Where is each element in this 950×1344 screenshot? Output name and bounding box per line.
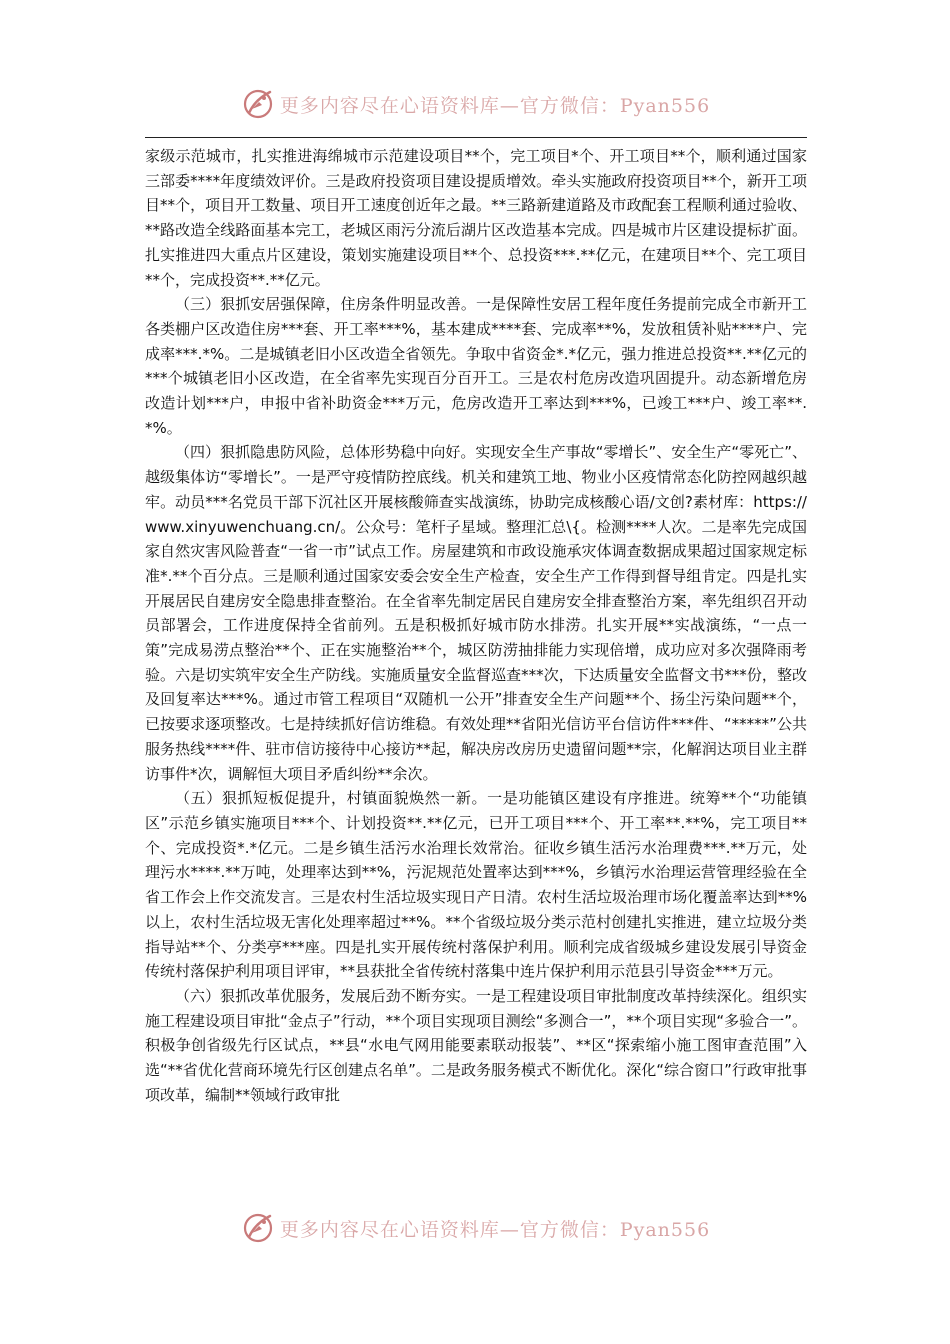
document-body <box>145 144 807 1107</box>
watermark-footer <box>0 1208 950 1248</box>
paragraph-4: （六）狠抓改革优服务，发展后劲不断夯实。一是工程建设项目审批制度改革持续深化。组织实施工程建设项目审批“金点子”行动，**个项目实现项目测绘“多测合一”，**个项目实现“多验合一”。积极争创省级先行区试点，**县“水电气网用能要素联动报装”、**区“探索缩小施工图审查范围”入选“**省优化营商环境先行区创建点名单”。二是政务服务模式不断优化。深化“综合窗口”行政审批事项改革，编制**领域行政审批 <box>145 986 807 1104</box>
header-divider <box>145 137 807 138</box>
watermark-text: 更多内容尽在心语资料库—官方微信：Pyan556 <box>279 1218 711 1241</box>
paragraph-1: （三）狠抓安居强保障，住房条件明显改善。一是保障性安居工程年度任务提前完成全市新开工各类棚户区改造住房***套、开工率***%，基本建成****套、完成率**%，发放租赁补贴****户、完成率***.*%。二是城镇老旧小区改造全省领先。争取中省资金*.*亿元，强力推进总投资**.**亿元的***个城镇老旧小区改造，在全省率先实现百分百开工。三是农村危房改造巩固提升。动态新增危房改造计划***户，申报中省补助资金***万元，危房改造开工率达到***%，已竣工***户、竣工率**.*%。 <box>145 295 807 437</box>
pen-swirl-logo-icon <box>240 1210 276 1246</box>
paragraph-0: 家级示范城市，扎实推进海绵城市示范建设项目**个，完工项目*个、开工项目**个，顺利通过国家三部委****年度绩效评价。三是政府投资项目建设提质增效。牵头实施政府投资项目**个，新开工项目**个，项目开工数量、项目开工速度创近年之最。**三路新建道路及市政配套工程顺利通过验收、**路改造全线路面基本完工，老城区雨污分流后湖片区改造基本完成。四是城市片区建设提标扩面。扎实推进四大重点片区建设，策划实施建设项目**个、总投资***.**亿元，在建项目**个、完工项目**个，完成投资**.**亿元。 <box>145 147 807 289</box>
pen-swirl-logo-icon <box>240 86 276 122</box>
watermark-text: 更多内容尽在心语资料库—官方微信：Pyan556 <box>279 94 711 117</box>
paragraph-2: （四）狠抓隐患防风险，总体形势稳中向好。实现安全生产事故“零增长”、安全生产“零死亡”、越级集体访“零增长”。一是严守疫情防控底线。机关和建筑工地、物业小区疫情常态化防控网越织越牢。动员***名党员干部下沉社区开展核酸筛查实战演练，协助完成核酸心语/文创?素材库：https://www.xinyuwenchuang.cn/。公众号：笔杆子星域。整理汇总\{。检测****人次。二是率先完成国家自然灾害风险普查“一省一市”试点工作。房屋建筑和市政设施承灾体调查数据成果超过国家规定标准*.**个百分点。三是顺利通过国家安委会安全生产检查，安全生产工作得到督导组肯定。四是扎实开展居民自建房安全隐患排查整治。在全省率先制定居民自建房安全排查整治方案，率先组织召开动员部署会，工作进度保持全省前列。五是积极抓好城市防水排涝。扎实开展**实战演练，“一点一策”完成易涝点整治**个、正在实施整治**个，城区防涝抽排能力实现倍增，成功应对多次强降雨考验。六是切实筑牢安全生产防线。实施质量安全监督巡查***次，下达质量安全监督文书***份，整改及回复率达***%。通过市管工程项目“双随机一公开”排查安全生产问题**个、扬尘污染问题**个，已按要求逐项整改。七是持续抓好信访维稳。有效处理**省阳光信访平台信访件***件、“*****”公共服务热线****件、驻市信访接待中心接访**起，解决房改房历史遗留问题**宗，化解润达项目业主群访事件*次，调解恒大项目矛盾纠纷**余次。 <box>145 443 807 783</box>
paragraph-3: （五）狠抓短板促提升，村镇面貌焕然一新。一是功能镇区建设有序推进。统筹**个“功能镇区”示范乡镇实施项目***个、计划投资**.**亿元，已开工项目***个、开工率**.**%，完工项目**个、完成投资*.*亿元。二是乡镇生活污水治理长效常治。征收乡镇生活污水治理费***.**万元，处理污水****.**万吨，处理率达到**%，污泥规范处置率达到***%，乡镇污水治理运营管理经验在全省工作会上作交流发言。三是农村生活垃圾实现日产日清。农村生活垃圾治理市场化覆盖率达到**%以上，农村生活垃圾无害化处理率超过**%。**个省级垃圾分类示范村创建扎实推进，建立垃圾分类指导站**个、分类亭***座。四是扎实开展传统村落保护利用。顺利完成省级城乡建设发展引导资金传统村落保护利用项目评审，**县获批全省传统村落集中连片保护利用示范县引导资金***万元。 <box>145 789 807 981</box>
watermark-header <box>0 84 950 124</box>
